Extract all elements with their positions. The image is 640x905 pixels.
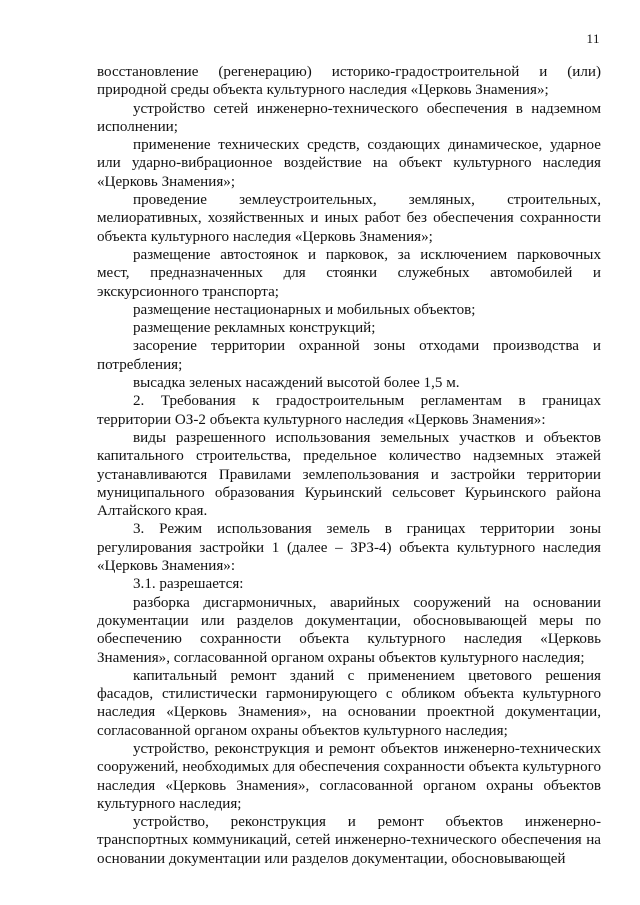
- section-heading: 3. Режим использования земель в границах территории зоны регулирования застройки 1 (далее – ЗРЗ-4) объекта культурного наследия «Церковь Знамения»:: [97, 521, 601, 575]
- subsection-heading: 3.1. разрешается:: [133, 576, 244, 593]
- page-number: 11: [586, 31, 600, 46]
- paragraph: устройство, реконструкция и ремонт объектов инженерно-технических сооружений, необходимых для обеспечения сохранности объекта культурного наследия «Церковь Знамения», согласованной органом охраны объектов культурного наследия;: [97, 740, 601, 812]
- paragraph: разборка дисгармоничных, аварийных сооружений на основании документации или разделов документации, обосновывающей меры по обеспечению сохранности объекта культурного наследия «Церковь Знамения», согласованной органом охраны объектов культурного наследия;: [97, 594, 601, 666]
- paragraph-continuation: восстановление (регенерацию) историко-градостроительной и (или) природной среды объекта культурного наследия «Церковь Знамения»;: [97, 64, 601, 99]
- paragraph: применение технических средств, создающих динамическое, ударное или ударно-вибрационное воздействие на объект культурного наследия «Церковь Знамения»;: [97, 137, 601, 190]
- paragraph: размещение нестационарных и мобильных объектов;: [133, 301, 476, 318]
- section-heading: 2. Требования к градостроительным регламентам в границах территории ОЗ-2 объекта культурного наследия «Церковь Знамения»:: [97, 393, 601, 428]
- paragraph: размещение автостоянок и парковок, за исключением парковочных мест, предназначенных для стоянки служебных автомобилей и экскурсионного транспорта;: [97, 246, 601, 300]
- paragraph: размещение рекламных конструкций;: [133, 320, 376, 337]
- paragraph: высадка зеленых насаждений высотой более 1,5 м.: [133, 375, 460, 392]
- paragraph: капитальный ремонт зданий с применением цветового решения фасадов, стилистически гармонирующего с обликом объекта культурного наследия «Церковь Знамения», на основании проектной документации, согласованной органом охраны объектов культурного наследия;: [97, 667, 601, 739]
- paragraph: устройство, реконструкция и ремонт объектов инженерно-транспортных коммуникаций, сетей инженерно-технического обеспечения на основании документации или разделов документации, обосновывающей: [97, 814, 601, 867]
- paragraph: виды разрешенного использования земельных участков и объектов капитального строительства, предельное количество надземных этажей устанавливаются Правилами землепользования и застройки территории муниципального образования Курьинский сельсовет Курьинского района Алтайского края.: [97, 429, 601, 520]
- paragraph: засорение территории охранной зоны отходами производства и потребления;: [97, 338, 601, 373]
- paragraph: проведение землеустроительных, земляных, строительных, мелиоративных, хозяйственных и иных работ без обеспечения сохранности объекта культурного наследия «Церковь Знамения»;: [97, 192, 601, 245]
- paragraph: устройство сетей инженерно-технического обеспечения в надземном исполнении;: [97, 100, 601, 135]
- document-body: [97, 63, 601, 868]
